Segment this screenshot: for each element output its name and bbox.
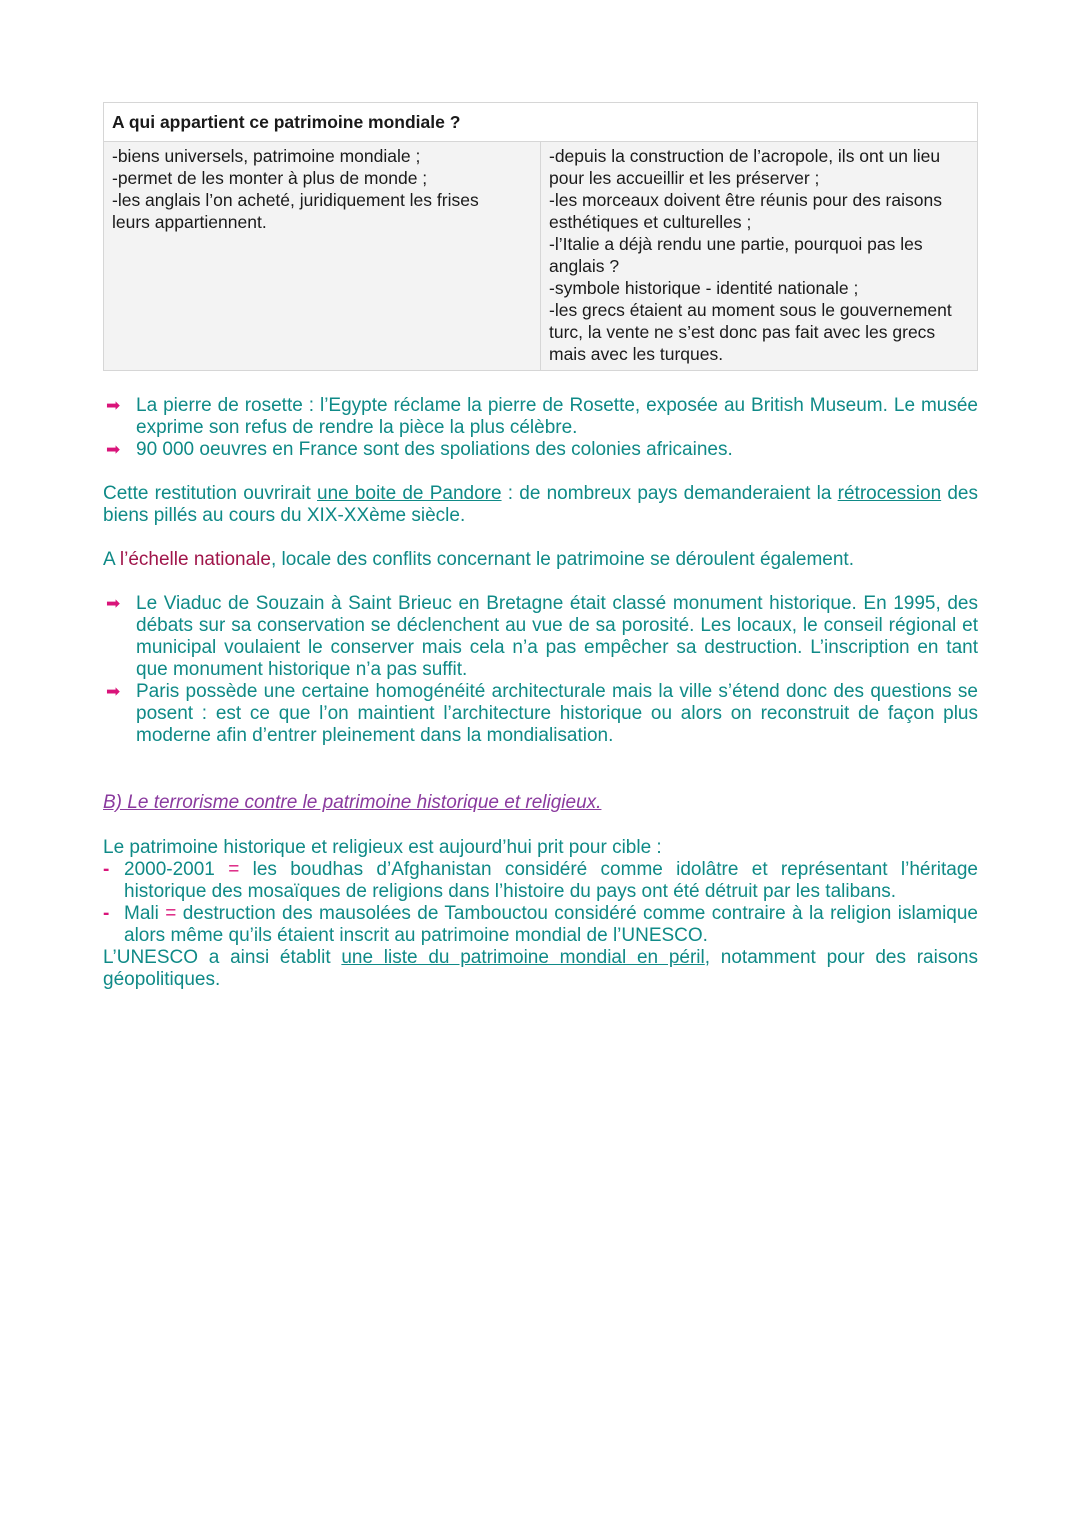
table-line: leurs appartiennent. (112, 212, 267, 232)
table-line: esthétiques et culturelles ; (549, 212, 752, 232)
underlined-term: une liste du patrimoine mondial en péril (341, 947, 705, 968)
equals-sign: = (228, 859, 240, 880)
list-item (103, 593, 978, 681)
list-item (103, 681, 978, 747)
underlined-term: rétrocession (837, 483, 942, 504)
table-line: -permet de les monter à plus de monde ; (112, 168, 428, 188)
pandora-paragraph (103, 483, 978, 527)
terrorism-list (103, 859, 978, 947)
national-paragraph (103, 549, 978, 571)
list-item (103, 439, 978, 461)
table-line: turc, la vente ne s’est donc pas fait avec les grecs (549, 322, 936, 342)
list-item-text: 90 000 oeuvres en France sont des spoliations des colonies africaines. (136, 439, 733, 460)
list-item-text: Paris possède une certaine homogénéité architecturale mais la ville s’étend donc des questions se posent : est ce que l’on maintient l’architecture historique ou alors on reconstruit de façon plus moderne afin d’entrer pleinement dans la mondialisation. (136, 681, 978, 746)
highlighted-term: l’échelle nationale (119, 549, 271, 570)
list-item-term: 2000-2001 (124, 859, 215, 880)
table-line: -biens universels, patrimoine mondiale ; (112, 146, 421, 166)
page-content (103, 102, 978, 991)
table-line: -les anglais l’on acheté, juridiquement les frises (112, 190, 479, 210)
arrow-bullet-icon: ➡ (106, 396, 121, 416)
list-item-text: les boudhas d’Afghanistan considéré comme idolâtre et représentant l’héritage historique des mosaïques de religions dans l’histoire du pays ont été détruit par les talibans. (124, 859, 978, 902)
text-span: A (103, 549, 120, 570)
list-item-text: La pierre de rosette : l’Egypte réclame la pierre de Rosette, exposée au British Museum. Le musée exprime son refus de rendre la pièce la plus célèbre. (136, 395, 978, 438)
list-item-text: destruction des mausolées de Tambouctou considéré comme contraire à la religion islamique alors même qu’ils étaient inscrit au patrimoine mondial de l’UNESCO. (124, 903, 978, 946)
list-item-text: Le Viaduc de Souzain à Saint Brieuc en Bretagne était classé monument historique. En 1995, des débats sur sa conservation se déclenchent au vue de sa porosité. Les locaux, le conseil régional et municipal voulaient le conserver mais cela n’a pas empêcher sa destruction. L’inscription en tant que monument historique n’a pas suffit. (136, 593, 978, 680)
underlined-term: une boite de Pandore (317, 483, 502, 504)
text-span: , notamment pour des raisons géopolitiques. (103, 947, 978, 990)
text-span: L’UNESCO a ainsi établit (103, 947, 342, 968)
table-line: -depuis la construction de l’acropole, ils ont un lieu (549, 146, 941, 166)
equals-sign: = (165, 903, 177, 924)
list-item-term: Mali (124, 903, 159, 924)
table-line: mais avec les turques. (549, 344, 724, 364)
arrow-bullet-icon: ➡ (106, 594, 121, 614)
list-item (103, 859, 978, 903)
table-line: -symbole historique - identité nationale ; (549, 278, 859, 298)
section-heading: B) Le terrorisme contre le patrimoine historique et religieux. (103, 792, 602, 813)
text-span: des biens pillés au cours du XIX-XXème siècle. (103, 483, 978, 526)
text-span: , locale des conflits concernant le patrimoine se déroulent également. (270, 549, 854, 570)
section-intro: Le patrimoine historique et religieux est aujourd’hui prit pour cible : (103, 837, 662, 858)
table-line: anglais ? (549, 256, 620, 276)
table-line: -l’Italie a déjà rendu une partie, pourquoi pas les (549, 234, 923, 254)
national-bullets (103, 593, 978, 747)
table-cell-arguments-greece (541, 142, 978, 371)
text-span: Cette restitution ouvrirait (103, 483, 318, 504)
table-cell-arguments-uk (104, 142, 541, 371)
dash-bullet-icon: - (103, 903, 110, 924)
table-line: -les morceaux doivent être réunis pour des raisons (549, 190, 942, 210)
text-span: : de nombreux pays demanderaient la (501, 483, 838, 504)
table-header: A qui appartient ce patrimoine mondiale ? (104, 103, 978, 142)
arrow-bullet-icon: ➡ (106, 682, 121, 702)
closing-paragraph (103, 947, 978, 991)
table-line: pour les accueillir et les préserver ; (549, 168, 820, 188)
debate-table (103, 102, 978, 371)
restitution-bullets (103, 395, 978, 461)
list-item (103, 903, 978, 947)
list-item (103, 395, 978, 439)
arrow-bullet-icon: ➡ (106, 440, 121, 460)
dash-bullet-icon: - (103, 859, 110, 880)
table-line: -les grecs étaient au moment sous le gouvernement (549, 300, 952, 320)
